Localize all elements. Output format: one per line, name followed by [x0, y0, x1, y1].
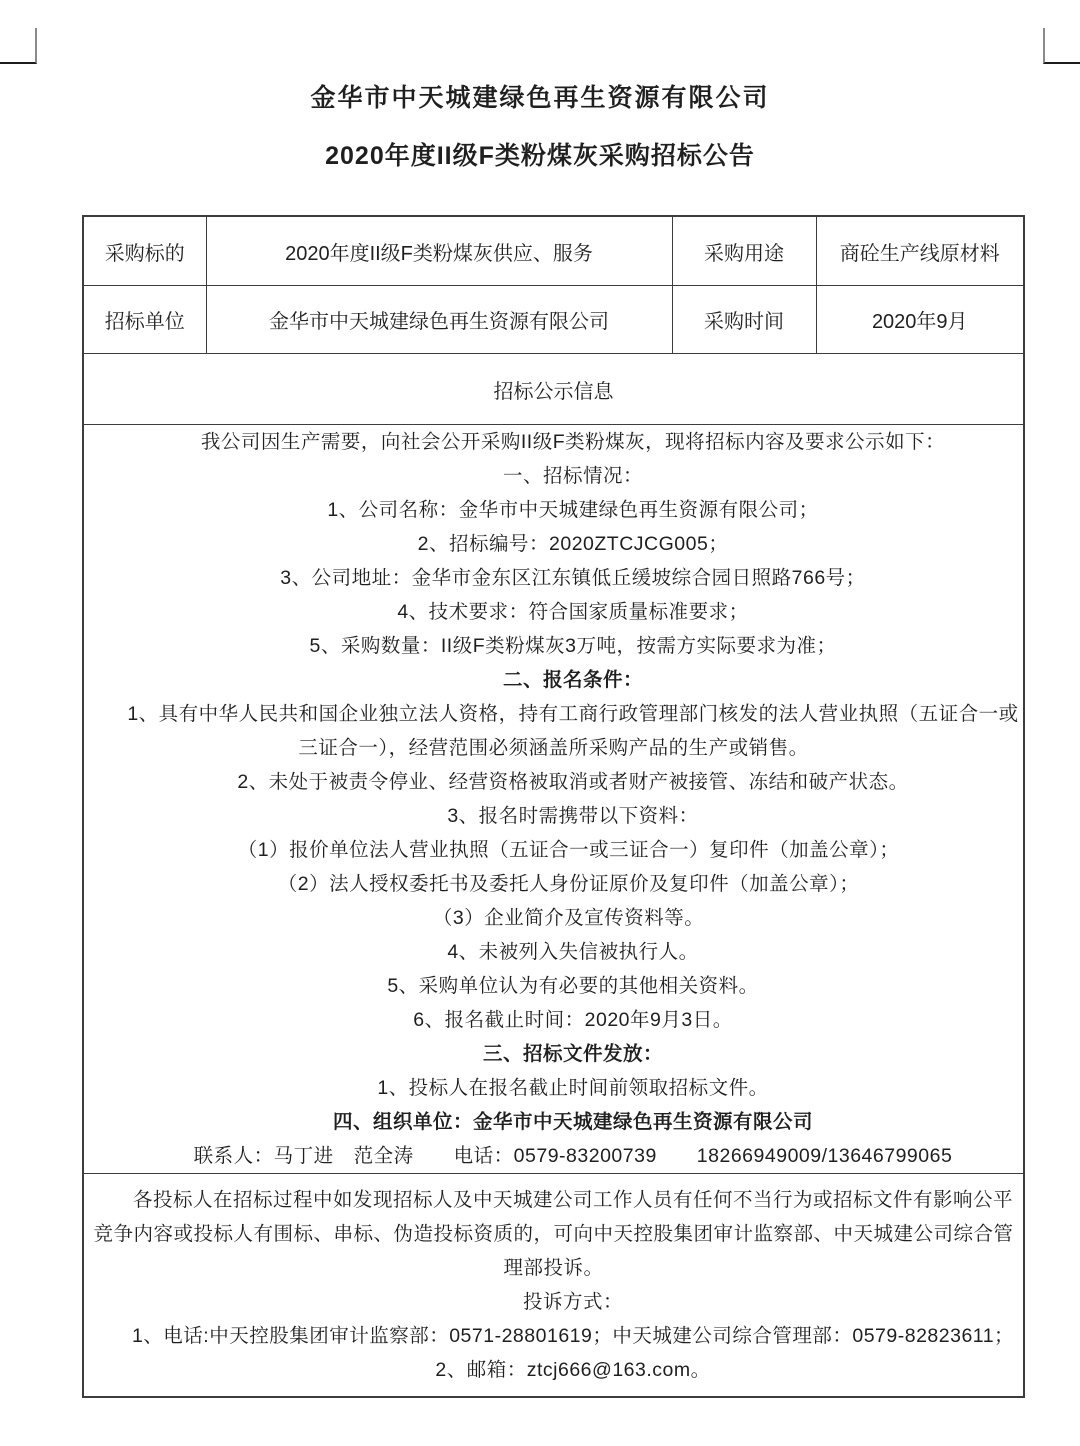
body-paragraph: 6、报名截止时间：2020年9月3日。 — [413, 1009, 733, 1031]
section-3-heading: 三、招标文件发放： — [482, 1043, 663, 1065]
body-paragraph: 3、报名时需携带以下资料： — [447, 805, 699, 827]
label-tender-unit: 招标单位 — [83, 286, 206, 354]
complaint-method-heading: 投诉方式： — [522, 1291, 623, 1313]
body-paragraph: 1、投标人在报名截止时间前领取招标文件。 — [377, 1077, 769, 1099]
section-2-heading: 二、报名条件： — [502, 669, 643, 691]
announcement-body-cell — [83, 425, 1024, 1174]
table-row-subject — [83, 216, 1024, 286]
page-corner-mark-left — [0, 28, 37, 64]
complaint-phone-line: 1、电话:中天控股集团审计监察部：0571-28801619；中天城建公司综合管理部：0579-82823611； — [131, 1325, 1015, 1347]
value-procurement-time: 2020年9月 — [816, 286, 1024, 354]
value-procurement-subject: 2020年度II级F类粉煤灰供应、服务 — [206, 216, 672, 286]
body-paragraph: （2）法人授权委托书及委托人身份证原价及复印件（加盖公章）； — [277, 873, 860, 895]
table-row-section-header — [83, 354, 1024, 425]
body-paragraph: （3）企业简介及宣传资料等。 — [432, 907, 705, 929]
section-header: 招标公示信息 — [83, 354, 1024, 425]
table-row-complaint-info — [83, 1174, 1024, 1398]
body-paragraph: 1、公司名称：金华市中天城建绿色再生资源有限公司； — [327, 499, 819, 521]
label-procurement-purpose: 采购用途 — [672, 216, 816, 286]
section-4-heading: 四、组织单位：金华市中天城建绿色再生资源有限公司 — [332, 1111, 813, 1133]
table-row-announcement-body — [83, 425, 1024, 1174]
complaint-info-cell — [83, 1174, 1024, 1398]
company-title: 金华市中天城建绿色再生资源有限公司 — [310, 84, 770, 112]
complaint-email-line: 2、邮箱：ztcj666@163.com。 — [435, 1359, 711, 1381]
body-paragraph: 1、具有中华人民共和国企业独立法人资格，持有工商行政管理部门核发的法人营业执照（五证合一或三证合一），经营范围必须涵盖所采购产品的生产或销售。 — [127, 703, 1019, 759]
body-paragraph: 2、招标编号：2020ZTCJCG005； — [417, 533, 729, 555]
body-paragraph: 3、公司地址：金华市金东区江东镇低丘缓坡综合园日照路766号； — [280, 567, 866, 589]
body-paragraph: 2、未处于被责令停业、经营资格被取消或者财产被接管、冻结和破产状态。 — [237, 771, 909, 793]
intro-paragraph: 我公司因生产需要，向社会公开采购II级F类粉煤灰，现将招标内容及要求公示如下： — [200, 431, 946, 453]
contact-line: 联系人：马丁进 范全涛 电话：0579-83200739 18266949009/13646799065 — [193, 1145, 953, 1167]
section-1-heading: 一、招标情况： — [502, 465, 643, 487]
table-row-unit — [83, 286, 1024, 354]
label-procurement-subject: 采购标的 — [83, 216, 206, 286]
body-paragraph: 5、采购单位认为有必要的其他相关资料。 — [387, 975, 759, 997]
body-paragraph: （1）报价单位法人营业执照（五证合一或三证合一）复印件（加盖公章）； — [237, 839, 900, 861]
body-paragraph: 4、未被列入失信被执行人。 — [447, 941, 699, 963]
body-paragraph: 4、技术要求：符合国家质量标准要求； — [397, 601, 749, 623]
body-paragraph: 5、采购数量：II级F类粉煤灰3万吨，按需方实际要求为准； — [309, 635, 837, 657]
value-tender-unit: 金华市中天城建绿色再生资源有限公司 — [206, 286, 672, 354]
announcement-title: 2020年度II级F类粉煤灰采购招标公告 — [325, 142, 755, 170]
tender-info-table — [82, 215, 1025, 1398]
value-procurement-purpose: 商砼生产线原材料 — [816, 216, 1024, 286]
page-corner-mark-right — [1043, 28, 1080, 64]
complaint-paragraph: 各投标人在招标过程中如发现招标人及中天城建公司工作人员有任何不当行为或招标文件有影响公平竞争内容或投标人有围标、串标、伪造投标资质的，可向中天控股集团审计监察部、中天城建公司综合管理部投诉。 — [93, 1189, 1014, 1279]
label-procurement-time: 采购时间 — [672, 286, 816, 354]
